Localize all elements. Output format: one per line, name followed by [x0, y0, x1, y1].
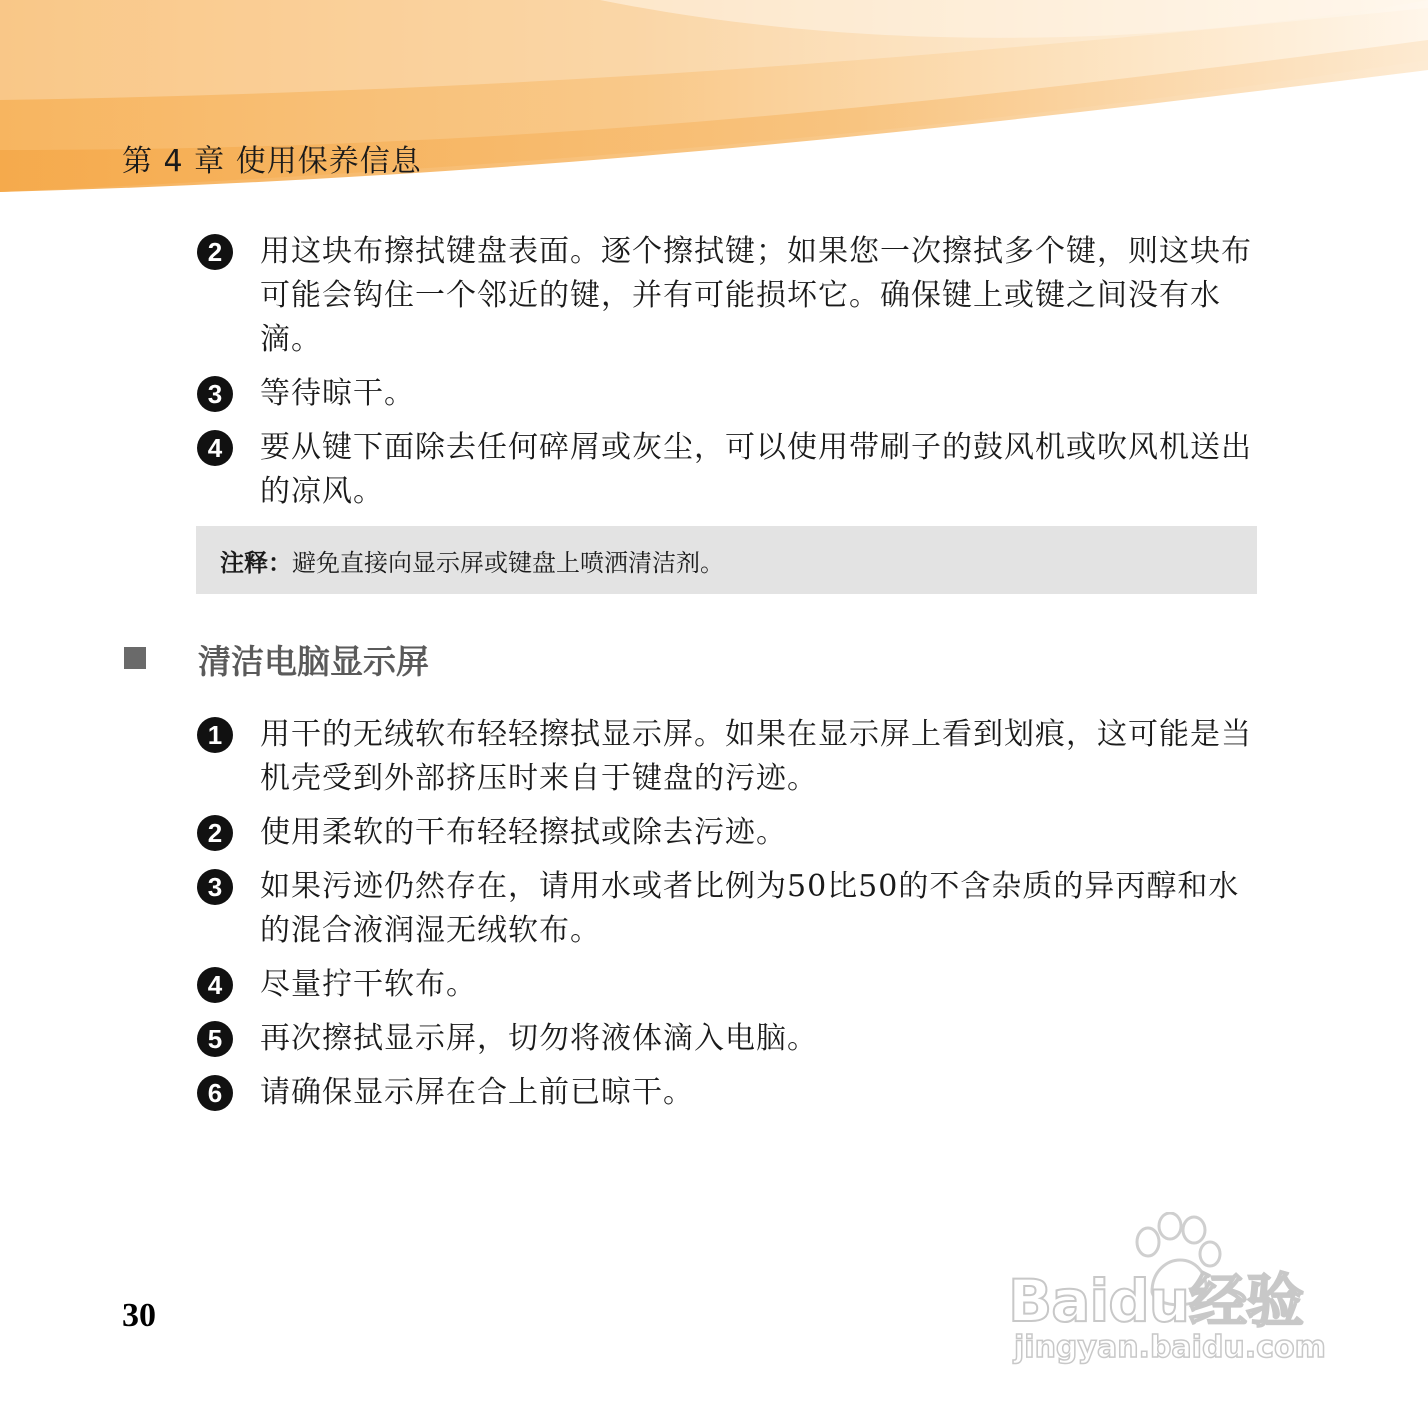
section-bullet-icon [124, 647, 146, 669]
step-number-badge: 3 [197, 376, 233, 412]
step-text: 用干的无绒软布轻轻擦拭显示屏。如果在显示屏上看到划痕，这可能是当机壳受到外部挤压时来自于键盘的污迹。 [260, 717, 1252, 796]
note-label: 注释： [220, 548, 292, 577]
note-text: 避免直接向显示屏或键盘上喷洒清洁剂。 [292, 548, 724, 577]
chapter-title: 第 4 章 使用保养信息 [122, 144, 422, 179]
step-number-badge: 4 [197, 430, 233, 466]
step-number-badge: 6 [197, 1075, 233, 1111]
step-number-badge: 1 [197, 717, 233, 753]
section-heading: 清洁电脑显示屏 [198, 642, 429, 681]
step-number-badge: 5 [197, 1021, 233, 1057]
step-number-badge: 4 [197, 967, 233, 1003]
step-text: 请确保显示屏在合上前已晾干。 [260, 1075, 694, 1110]
step-number-badge: 2 [197, 234, 233, 270]
watermark-brand: Baidu经验 [1008, 1267, 1304, 1335]
step-number-badge: 2 [197, 815, 233, 851]
list-item [197, 865, 1259, 953]
list-item [197, 713, 1259, 801]
watermark-url: jingyan.baidu.com [1014, 1330, 1326, 1365]
step-text: 等待晾干。 [260, 376, 415, 411]
list-item [197, 1071, 1259, 1115]
list-item [197, 372, 1259, 416]
step-text: 用这块布擦拭键盘表面。逐个擦拭键；如果您一次擦拭多个键，则这块布可能会钩住一个邻近的键，并有可能损坏它。确保键上或键之间没有水滴。 [260, 234, 1252, 357]
note-box [196, 526, 1257, 594]
step-text: 如果污迹仍然存在，请用水或者比例为50比50的不含杂质的异丙醇和水的混合液润湿无绒软布。 [260, 869, 1240, 948]
baidu-watermark [1008, 1212, 1348, 1382]
keyboard-cleaning-steps [197, 230, 1259, 524]
screen-cleaning-steps [197, 713, 1259, 1125]
page-number: 30 [122, 1297, 156, 1334]
list-item [197, 426, 1259, 514]
step-number-badge: 3 [197, 869, 233, 905]
step-text: 尽量拧干软布。 [260, 967, 477, 1002]
list-item [197, 963, 1259, 1007]
list-item [197, 230, 1259, 362]
step-text: 要从键下面除去任何碎屑或灰尘，可以使用带刷子的鼓风机或吹风机送出的凉风。 [260, 430, 1252, 509]
step-text: 使用柔软的干布轻轻擦拭或除去污迹。 [260, 815, 787, 850]
list-item [197, 1017, 1259, 1061]
list-item [197, 811, 1259, 855]
step-text: 再次擦拭显示屏，切勿将液体滴入电脑。 [260, 1021, 818, 1056]
